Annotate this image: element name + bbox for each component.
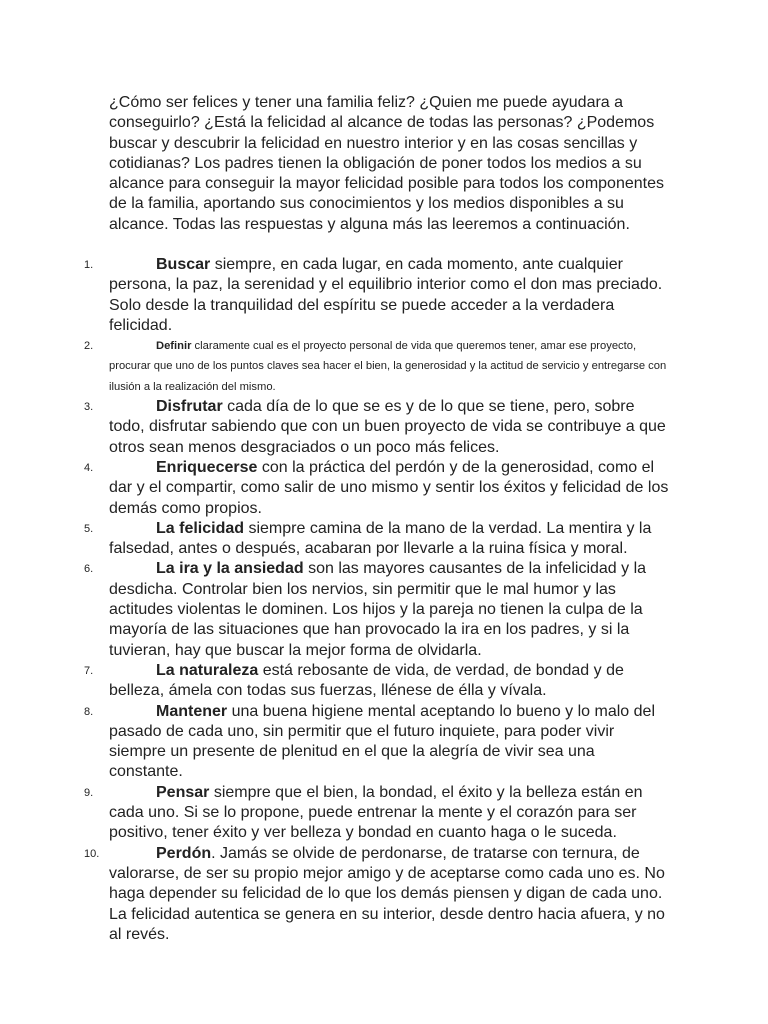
list-item-term: Disfrutar	[156, 398, 223, 416]
list-number: 6.	[84, 563, 94, 576]
list-number: 7.	[84, 664, 94, 677]
list-item-body	[109, 661, 669, 702]
list-number: 5.	[84, 522, 94, 535]
list-item-text: claramente cual es el proyecto personal de vida que queremos tener, amar ese proyecto, procurar que uno de los puntos claves sea hacer el bien, la generosidad y la actitud de servicio y entregarse con ilusión a la realización del mismo.	[109, 340, 667, 393]
list-item-text: siempre que el bien, la bondad, el éxito y la belleza están en cada uno. Si se lo propone, puede entrenar la mente y el corazón para ser positivo, tener éxito y ver belleza y bondad en cuanto haga o le suceda.	[109, 783, 643, 842]
list-item	[0, 397, 768, 458]
list-item	[0, 783, 768, 844]
list-number: 9.	[84, 786, 94, 799]
list-item-text: está rebosante de vida, de verdad, de bondad y de belleza, ámela con todas sus fuerzas, llénese de élla y vívala.	[109, 661, 624, 700]
list-item-text: cada día de lo que se es y de lo que se tiene, pero, sobre todo, disfrutar sabiendo que con un buen proyecto de vida se contribuye a que otros sean menos desgraciados o un poco más felices.	[109, 398, 666, 456]
list-item	[0, 844, 768, 945]
list-item-term: Enriquecerse	[156, 458, 258, 476]
list-item-term: Pensar	[156, 783, 210, 801]
list-number: 3.	[84, 401, 94, 414]
list-item	[0, 336, 768, 397]
list-item	[0, 519, 768, 560]
list-item-term: Perdón	[156, 844, 212, 862]
list-item-body	[109, 397, 669, 458]
list-item	[0, 559, 768, 660]
list-number: 1.	[84, 259, 94, 271]
list-item-body	[109, 255, 669, 336]
list-item-term: Mantener	[156, 702, 228, 720]
list-item-body	[109, 336, 669, 397]
list-item	[0, 702, 768, 783]
list-item-body	[109, 844, 669, 945]
list-item-term: La naturaleza	[156, 661, 259, 679]
list-item-body	[109, 458, 669, 519]
list-item-text: . Jamás se olvide de perdonarse, de tratarse con ternura, de valorarse, de ser su propio mejor amigo y de aceptarse como cada uno es. No haga depender su felicidad de lo que los demás piensen y digan de cada uno. La felicidad autentica se genera en su interior, desde dentro hacia afuera, y no al revés.	[109, 844, 665, 943]
list-item	[0, 661, 768, 702]
list-item-body	[109, 559, 669, 660]
intro-paragraph: ¿Cómo ser felices y tener una familia feliz? ¿Quien me puede ayudara a conseguirlo? ¿Está la felicidad al alcance de todas las personas? ¿Podemos buscar y descubrir la felicidad en nuestro interior y en las cosas sencillas y cotidianas? Los padres tienen la obligación de poner todos los medios a su alcance para conseguir la mayor felicidad posible para todos los componentes de la familia, aportando sus conocimientos y los medios disponibles a su alcance. Todas las respuestas y alguna más las leeremos a continuación.	[109, 94, 664, 233]
list-item-body	[109, 702, 669, 783]
list-item-body	[109, 519, 669, 560]
list-item-body	[109, 783, 669, 844]
list-item-text: con la práctica del perdón y de la generosidad, como el dar y el compartir, como salir de uno mismo y sentir los éxitos y felicidad de los demás como propios.	[109, 458, 669, 517]
list-item-term: Buscar	[156, 256, 211, 273]
list-number: 10.	[84, 847, 100, 860]
numbered-list	[0, 255, 768, 945]
list-item-text: son las mayores causantes de la infelicidad y la desdicha. Controlar bien los nervios, sin permitir que le mal humor y las actitudes violentas le dominen. Los hijos y la pareja no tienen la culpa de la mayoría de las situaciones que han provocado la ira en los padres, y si la tuvieran, hay que buscar la mejor forma de olvidarla.	[109, 560, 647, 659]
list-item-term: Definir	[156, 340, 192, 353]
list-item	[0, 255, 768, 336]
list-item-text: siempre, en cada lugar, en cada momento, ante cualquier persona, la paz, la serenidad y el equilibrio interior como el don mas preciado. Solo desde la tranquilidad del espíritu se puede acceder a la verdadera felicidad.	[109, 256, 663, 334]
list-item-term: La ira y la ansiedad	[156, 560, 304, 578]
list-item	[0, 458, 768, 519]
list-number: 8.	[84, 705, 94, 718]
list-item-text: siempre camina de la mano de la verdad. La mentira y la falsedad, antes o después, acabaran por llevarle a la ruina física y moral.	[109, 519, 652, 558]
list-item-term: La felicidad	[156, 519, 245, 537]
list-number: 4.	[84, 461, 94, 474]
list-item-text: una buena higiene mental aceptando lo bueno y lo malo del pasado de cada uno, sin permitir que el futuro inquiete, para poder vivir siempre un presente de plenitud en el que la alegría de vivir sea una constante.	[109, 702, 655, 781]
list-number: 2.	[84, 340, 94, 353]
